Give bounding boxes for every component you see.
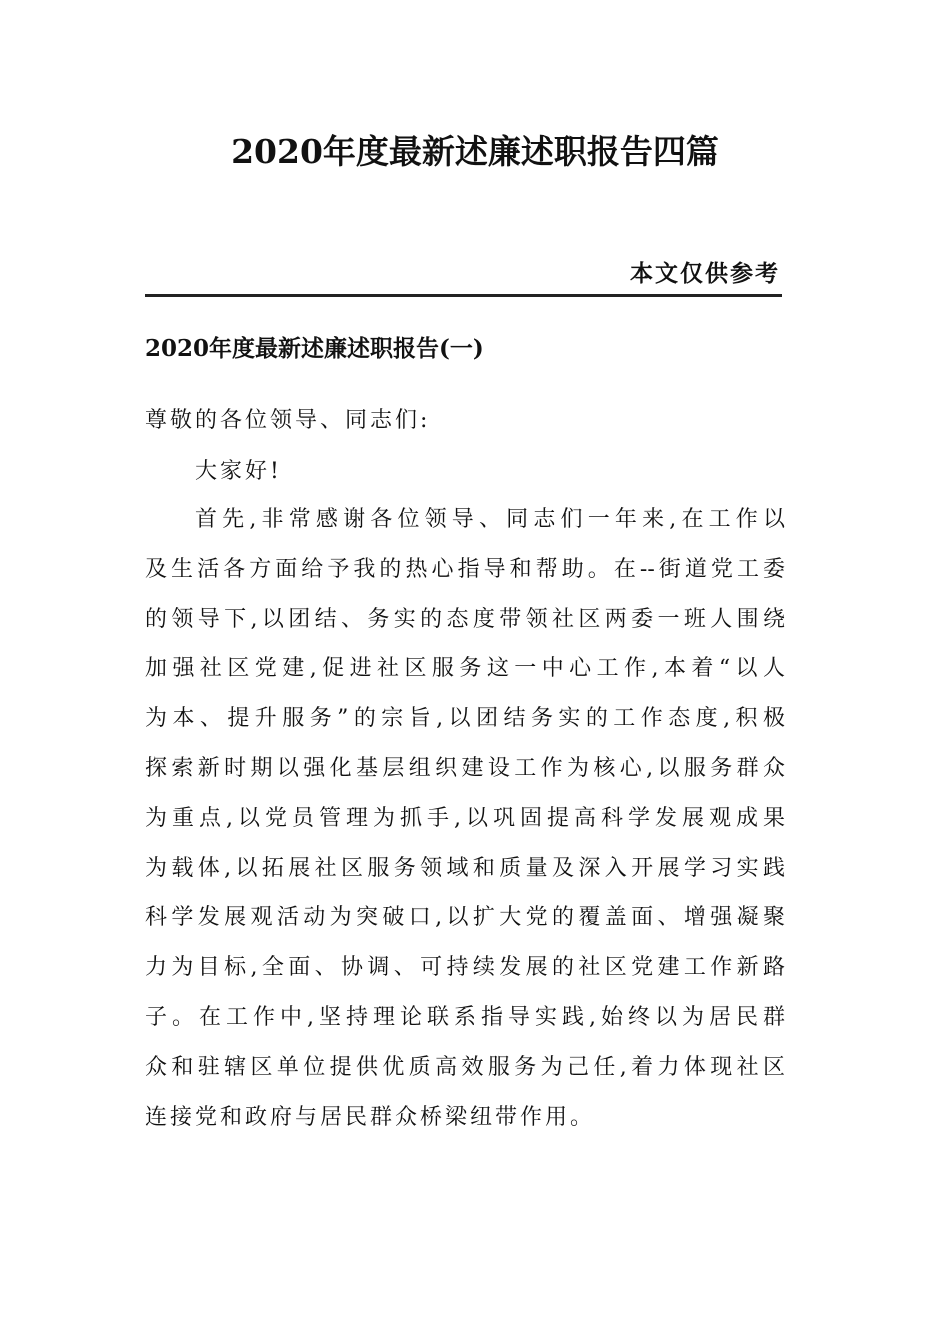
body-line: 力为目标,全面、协调、可持续发展的社区党建工作新路 — [145, 955, 785, 981]
header-divider — [145, 294, 782, 297]
greeting: 大家好! — [195, 459, 282, 484]
body-line: 为本、提升服务”的宗旨,以团结务实的工作态度,积极 — [145, 706, 785, 732]
body-line: 为重点,以党员管理为抓手,以巩固提高科学发展观成果 — [145, 805, 785, 831]
section-heading: 2020年度最新述廉述职报告(一) — [145, 335, 484, 362]
body-line: 的领导下,以团结、务实的态度带领社区两委一班人围绕 — [145, 606, 785, 632]
body-line: 探索新时期以强化基层组织建设工作为核心,以服务群众 — [145, 755, 785, 781]
salutation: 尊敬的各位领导、同志们: — [145, 408, 431, 433]
body-line: 为载体,以拓展社区服务领域和质量及深入开展学习实践 — [145, 855, 785, 881]
body-line: 子。在工作中,坚持理论联系指导实践,始终以为居民群 — [145, 1004, 785, 1030]
body-line: 众和驻辖区单位提供优质高效服务为己任,着力体现社区 — [145, 1054, 785, 1080]
body-line: 连接党和政府与居民群众桥梁纽带作用。 — [145, 1104, 596, 1130]
reference-note: 本文仅供参考 — [630, 260, 780, 287]
document-title: 2020年度最新述廉述职报告四篇 — [231, 132, 719, 171]
body-line: 及生活各方面给予我的热心指导和帮助。在--街道党工委 — [145, 556, 785, 582]
body-paragraph — [145, 502, 785, 1149]
body-line: 加强社区党建,促进社区服务这一中心工作,本着“以人 — [145, 656, 785, 682]
body-line: 首先,非常感谢各位领导、同志们一年来,在工作以 — [195, 507, 785, 532]
body-line: 科学发展观活动为突破口,以扩大党的覆盖面、增强凝聚 — [145, 905, 785, 931]
